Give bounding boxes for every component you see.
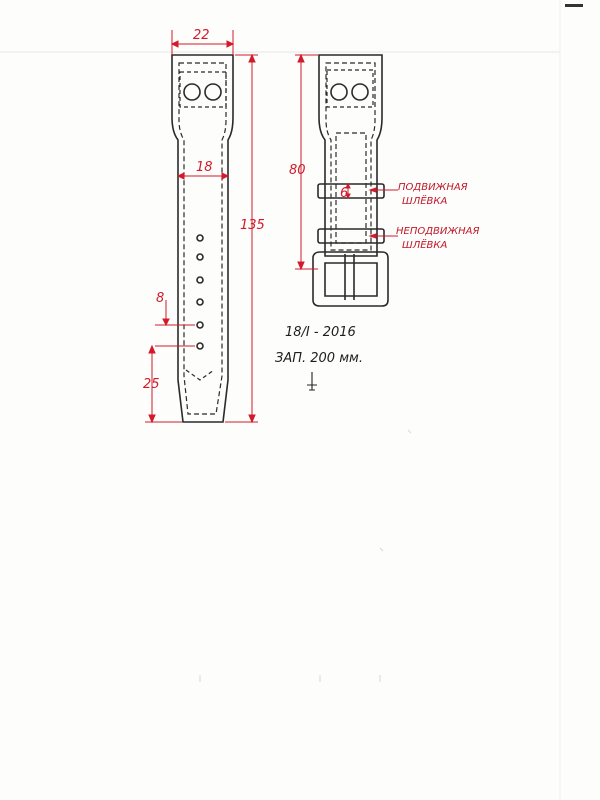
spring-bar-hole (331, 84, 347, 100)
spring-bar-hole (184, 84, 200, 100)
buckle-strap-outline (319, 55, 382, 256)
adjustment-hole (197, 322, 203, 328)
strap-end-panel (327, 70, 373, 107)
long-strap (172, 55, 233, 422)
total-length-label: 135 (240, 218, 265, 233)
spring-bar-hole (205, 84, 221, 100)
adjustment-hole (197, 277, 203, 283)
top-width-label: 22 (193, 28, 210, 43)
movable-keeper-label-line2: ШЛЁВКА (402, 196, 448, 207)
tip-to-hole-label: 25 (143, 377, 160, 392)
hole-pitch-label: 8 (156, 291, 165, 306)
mid-width-label: 18 (196, 160, 213, 175)
signature-mark (307, 372, 317, 390)
order-note: ЗАП. 200 мм. (275, 351, 363, 366)
adjustment-hole (197, 343, 203, 349)
tip-stitching (186, 370, 214, 380)
arrowheads (163, 319, 169, 325)
spring-bar-hole (352, 84, 368, 100)
buckle-inner (325, 263, 377, 296)
buckle-strap (313, 55, 388, 306)
fixed-keeper-label-line1: НЕПОДВИЖНАЯ (396, 226, 480, 237)
movable-keeper-label-line1: ПОДВИЖНАЯ (398, 182, 468, 193)
show-through-marks (200, 430, 411, 682)
strap-end-panel (180, 72, 226, 107)
adjustment-hole (197, 235, 203, 241)
scan-corner-mark (565, 4, 583, 7)
adjustment-hole (197, 254, 203, 260)
fixed-keeper-label-line2: ШЛЁВКА (402, 240, 448, 251)
keeper-width-label: 6 (340, 186, 349, 201)
length-to-buckle-label: 80 (289, 163, 306, 178)
date-note: 18/I - 2016 (285, 325, 356, 340)
adjustment-hole (197, 299, 203, 305)
